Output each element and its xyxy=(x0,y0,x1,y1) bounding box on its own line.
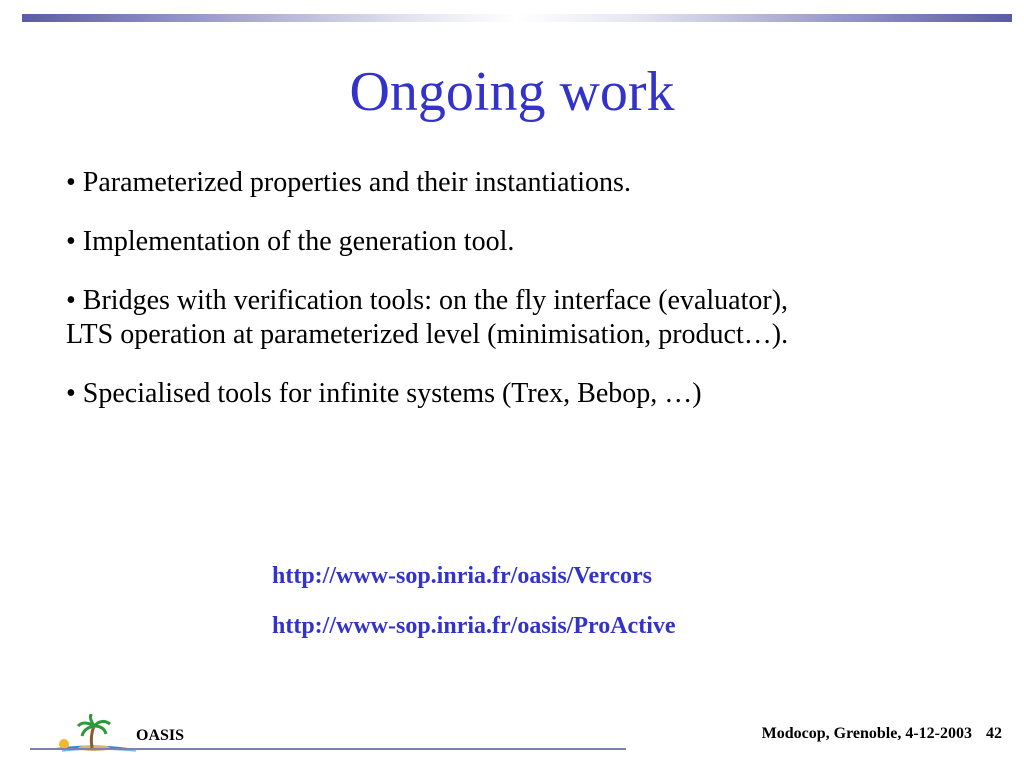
page-number: 42 xyxy=(986,725,1002,742)
bullet-item xyxy=(66,225,996,259)
bullet-item xyxy=(66,284,996,352)
bullet-item xyxy=(66,377,996,411)
bullet-text: • Implementation of the generation tool. xyxy=(66,226,515,257)
vercors-link[interactable]: http://www-sop.inria.fr/oasis/Vercors xyxy=(272,563,652,589)
bullet-list xyxy=(66,166,996,436)
bullet-text: • Specialised tools for infinite systems (Trex, Bebop, …) xyxy=(66,378,702,409)
link-list xyxy=(272,561,676,661)
event-info: Modocop, Grenoble, 4-12-2003 xyxy=(761,725,972,742)
bullet-item xyxy=(66,166,996,200)
bullet-text: • Parameterized properties and their instantiations. xyxy=(66,167,631,198)
org-name: OASIS xyxy=(136,727,185,744)
proactive-link[interactable]: http://www-sop.inria.fr/oasis/ProActive xyxy=(272,613,676,639)
slide-title: Ongoing work xyxy=(349,61,675,123)
footer-info xyxy=(762,725,1002,743)
bullet-text: • Bridges with verification tools: on the fly interface (evaluator), xyxy=(66,285,789,316)
bullet-text-continued: LTS operation at parameterized level (minimisation, product…). xyxy=(66,319,789,350)
top-gradient-bar xyxy=(22,14,1012,22)
footer-divider xyxy=(30,748,626,750)
